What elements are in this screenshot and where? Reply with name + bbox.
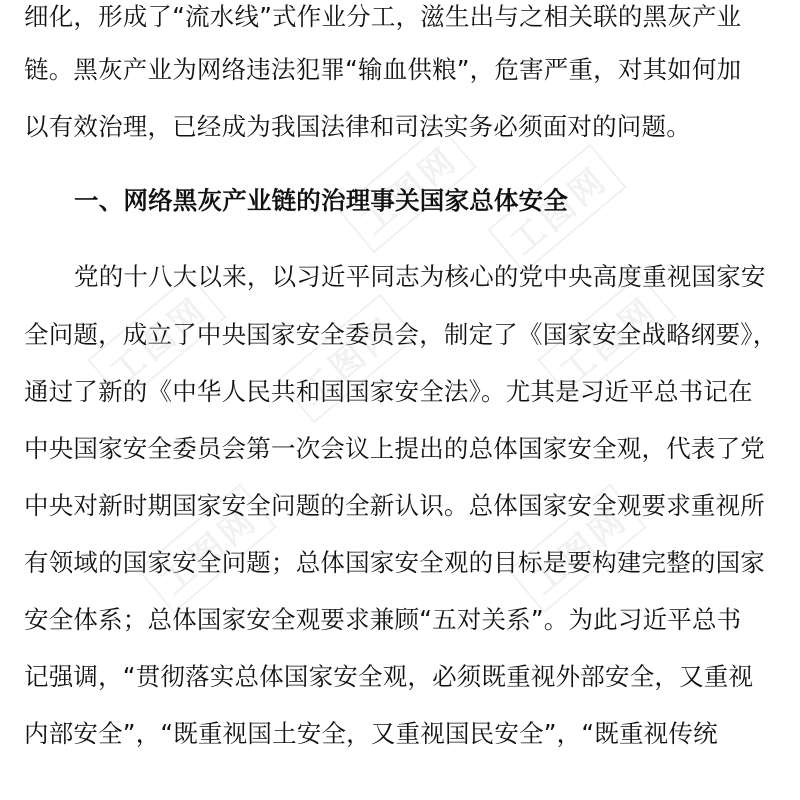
paragraph-line: 内部安全”，“既重视国土安全，又重视国民安全”，“既重视传统 [24, 719, 718, 748]
section-heading: 一、网络黑灰产业链的治理事关国家总体安全 [74, 186, 568, 215]
body-text-line: 以有效治理，已经成为我国法律和司法实务必须面对的问题。 [24, 112, 691, 141]
paragraph-line: 全问题，成立了中央国家安全委员会，制定了《国家安全战略纲要》， [24, 320, 778, 349]
paragraph-line: 党的十八大以来，以习近平同志为核心的党中央高度重视国家安 [74, 262, 766, 291]
body-text-line: 细化，形成了“流水线”式作业分工，滋生出与之相关联的黑灰产业 [24, 2, 742, 31]
paragraph-line: 中央国家安全委员会第一次会议上提出的总体国家安全观，代表了党 [24, 434, 765, 463]
paragraph-line: 有领域的国家安全问题；总体国家安全观的目标是要构建完整的国家 [24, 548, 765, 577]
paragraph-line: 安全体系；总体国家安全观要求兼顾“五对关系”。为此习近平总书 [24, 605, 742, 634]
body-text-line: 链。黑灰产业为网络违法犯罪“输血供粮”，危害严重，对其如何加 [24, 55, 742, 84]
watermark-logo: 工图网 [507, 484, 646, 614]
watermark-logo: 工图网 [487, 144, 626, 274]
watermark-logo: 工图网 [137, 484, 276, 614]
paragraph-line: 中央对新时期国家安全问题的全新认识。总体国家安全观要求重视所 [24, 491, 765, 520]
watermark-logo: 工图网 [537, 274, 676, 404]
watermark-logo: 工图网 [87, 274, 226, 404]
watermark-logo: 工图网 [337, 124, 476, 254]
paragraph-line: 通过了新的《中华人民共和国国家安全法》。尤其是习近平总书记在 [24, 377, 753, 406]
watermark-logo: 工图网 [277, 294, 416, 424]
paragraph-line: 记强调，“贯彻落实总体国家安全观，必须既重视外部安全，又重视 [24, 662, 754, 691]
